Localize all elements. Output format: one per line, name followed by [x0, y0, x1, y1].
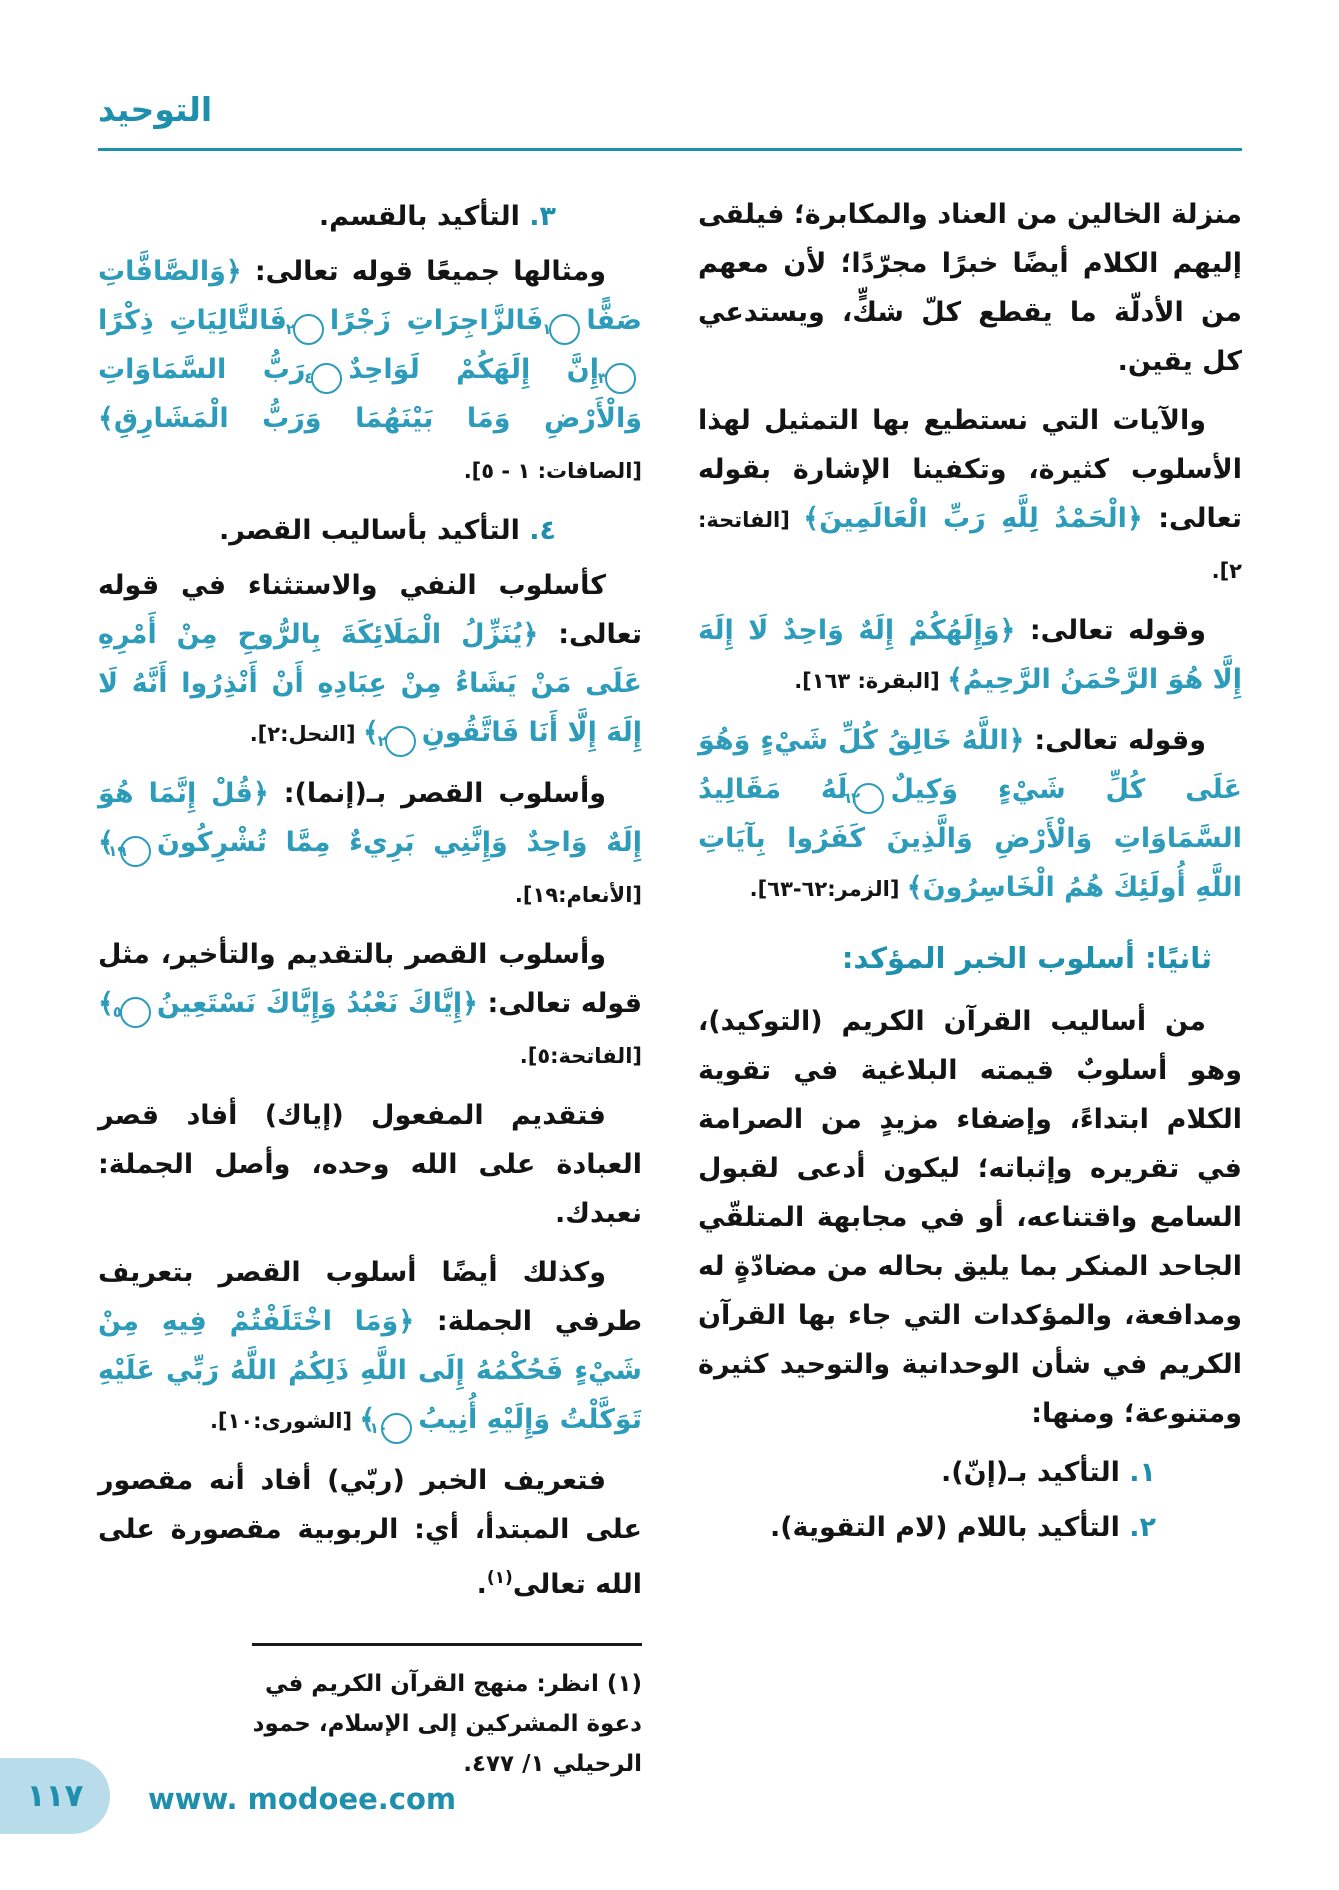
item-number: ١.	[1119, 1457, 1156, 1488]
header-rule	[98, 148, 1242, 151]
bold-text: التأكيد بـ(إنّ).	[940, 1457, 1120, 1488]
bold-text: التأكيد باللام (لام التقوية).	[769, 1512, 1120, 1543]
text-segment: ومثالها جميعًا قوله تعالى:	[241, 256, 606, 287]
text-segment: (١) انظر: منهج القرآن الكريم في دعوة المشركين إلى الإسلام، حمود الرحيلي ١/ ٤٧٧.	[252, 1671, 642, 1777]
paragraph-quote-zumar	[698, 716, 1242, 914]
page-header-title: التوحيد	[98, 90, 213, 129]
quran-segment: فَالزَّاجِرَاتِ زَجْرًا	[329, 305, 544, 336]
list-item-3	[98, 192, 642, 241]
text-segment: وقوله تعالى:	[1024, 725, 1206, 756]
item-number: ٢.	[1119, 1512, 1156, 1543]
quran-segment: ﴿اللَّهُ خَالِقُ كُلِّ شَيْءٍ وَهُوَ عَلَى كُلِّ شَيْءٍ وَكِيلٌ	[698, 725, 1242, 805]
paragraph-nahl	[98, 561, 642, 759]
ayah-marker: ٣	[605, 363, 636, 394]
quran-segment: ﴾	[98, 827, 114, 858]
ayah-marker: ٥	[120, 997, 151, 1028]
paragraph-anam	[98, 769, 642, 920]
ayah-marker: ٦٢	[853, 783, 884, 814]
list-item-1	[698, 1448, 1242, 1497]
quran-segment: ﴿قُلْ إِنَّمَا هُوَ إِلَهٌ وَاحِدٌ وَإِنَّنِي بَرِيءٌ مِمَّا تُشْرِكُونَ	[98, 778, 642, 858]
paragraph-iyyaka	[98, 1091, 642, 1238]
text-segment: فتعريف الخبر (ربّي) أفاد أنه مقصور على المبتدأ، أي: الربوبية مقصورة على الله تعالى	[98, 1465, 642, 1600]
text-segment: من أساليب القرآن الكريم (التوكيد)، وهو أسلوبٌ قيمته البلاغية في تقوية الكلام ابتداءً، وإضفاء مزيدٍ من الصرامة في تقريره وإثباته؛ ليكون أدعى لقبول السامع واقتناعه، أو في مجابهة المتلقّي الجاحد المنكر بما يليق بحاله من مضادّةٍ له ومدافعة، والمؤكدات التي جاء بها القرآن الكريم في شأن الوحدانية والتوحيد كثيرة ومتنوعة؛ ومنها:	[698, 1006, 1242, 1429]
quran-segment: ﴿وَمَا اخْتَلَفْتُمْ فِيهِ مِنْ شَيْءٍ فَحُكْمُهُ إِلَى اللَّهِ ذَلِكُمُ اللَّهُ رَبِّي عَلَيْهِ تَوَكَّلْتُ وَإِلَيْهِ أُنِيبُ	[98, 1306, 642, 1435]
footnote-text	[218, 1664, 642, 1784]
paragraph-saffat	[98, 247, 642, 496]
page-content	[98, 190, 1242, 1784]
text-segment: وكذلك أيضًا أسلوب القصر بتعريف طرفي الجملة:	[98, 1257, 642, 1337]
paragraph-continuation	[698, 190, 1242, 386]
bold-text: التأكيد بأساليب القصر.	[218, 515, 520, 546]
footnote-marker: (١)	[486, 1568, 513, 1588]
text-segment: منزلة الخالين من العناد والمكابرة؛ فيلقى إليهم الكلام أيضًا خبرًا مجرّدًا؛ لأن معهم من الأدلّة ما يقطع كلّ شكٍّ، ويستدعي كل يقين.	[698, 199, 1242, 377]
page-number-pill	[0, 1758, 110, 1834]
text-segment: فتقديم المفعول (إياك) أفاد قصر العبادة على الله وحده، وأصل الجملة: نعبدك.	[98, 1100, 642, 1229]
verse-reference: [الصافات: ١ - ٥].	[463, 459, 642, 483]
quran-segment: ﴾	[362, 717, 379, 748]
quran-segment: ﴿وَالصَّافَّاتِ صَفًّا	[98, 256, 642, 336]
quran-segment: فَالتَّالِيَاتِ ذِكْرًا	[98, 305, 287, 336]
text-segment: .	[476, 1569, 487, 1600]
paragraph-quote-baqara	[698, 606, 1242, 706]
section-heading-second	[698, 934, 1242, 983]
website-url: www. modoee.com	[148, 1782, 457, 1816]
verse-reference: [الشورى:١٠].	[209, 1409, 360, 1433]
text-segment: وأسلوب القصر بـ(إنما):	[268, 778, 606, 809]
ayah-marker: ١٩	[120, 836, 151, 867]
item-number: ثانيًا: أسلوب الخبر المؤكد:	[841, 941, 1212, 975]
quran-segment: ﴿وَإِلَهُكُمْ إِلَهٌ وَاحِدٌ لَا إِلَهَ إِلَّا هُوَ الرَّحْمَنُ الرَّحِيمُ﴾	[698, 615, 1242, 695]
quran-segment: لَهُ مَقَالِيدُ السَّمَاوَاتِ وَالْأَرْضِ وَالَّذِينَ كَفَرُوا بِآيَاتِ اللَّهِ أُولَئِكَ هُمُ الْخَاسِرُونَ﴾	[698, 774, 1242, 903]
quran-segment: ﴿الْحَمْدُ لِلَّهِ رَبِّ الْعَالَمِينَ﴾	[803, 503, 1143, 534]
paragraph-shura	[98, 1248, 642, 1446]
text-segment: والآيات التي نستطيع بها التمثيل لهذا الأسلوب كثيرة، وتكفينا الإشارة بقوله تعالى:	[698, 405, 1242, 534]
quran-segment: ﴾	[98, 988, 114, 1019]
quran-segment: ﴿إِيَّاكَ نَعْبُدُ وَإِيَّاكَ نَسْتَعِينُ	[156, 988, 478, 1019]
footnote-separator	[252, 1643, 642, 1646]
item-number: ٤.	[519, 515, 556, 546]
quran-segment: إِنَّ إِلَهَكُمْ لَوَاحِدٌ	[348, 354, 599, 385]
ayah-marker: ١٠	[381, 1413, 412, 1444]
text-segment: وأسلوب القصر بالتقديم والتأخير، مثل قوله تعالى:	[98, 939, 642, 1019]
list-item-4	[98, 506, 642, 555]
paragraph-rabbi	[98, 1456, 642, 1609]
verse-reference: [الأنعام:١٩].	[514, 883, 642, 907]
verse-reference: [النحل:٢].	[249, 722, 363, 746]
item-number: ٣.	[519, 201, 556, 232]
ayah-marker: ٢	[385, 726, 416, 757]
verse-reference: [الزمر:٦٢-٦٣].	[749, 877, 907, 901]
text-segment: وقوله تعالى:	[1015, 615, 1206, 646]
list-item-2	[698, 1503, 1242, 1552]
quran-segment: رَبُّ السَّمَاوَاتِ وَالْأَرْضِ وَمَا بَيْنَهُمَا وَرَبُّ الْمَشَارِقِ﴾	[98, 354, 642, 434]
paragraph-fatiha	[98, 930, 642, 1081]
column-left	[98, 190, 642, 1784]
ayah-marker: ٤	[311, 363, 342, 394]
paragraph-ayat-intro	[698, 396, 1242, 596]
ayah-marker: ١	[549, 314, 580, 345]
quran-segment: ﴾	[359, 1404, 376, 1435]
verse-reference: [الفاتحة: ٢].	[698, 508, 1242, 583]
page-number: ١١٧	[26, 1778, 84, 1814]
text-segment: كأسلوب النفي والاستثناء في قوله تعالى:	[98, 570, 642, 650]
paragraph-tawkid-intro	[698, 997, 1242, 1438]
verse-reference: [الفاتحة:٥].	[519, 1044, 642, 1068]
quran-segment: ﴿يُنَزِّلُ الْمَلَائِكَةَ بِالرُّوحِ مِنْ أَمْرِهِ عَلَى مَنْ يَشَاءُ مِنْ عِبَادِهِ أَنْ أَنْذِرُوا أَنَّهُ لَا إِلَهَ إِلَّا أَنَا فَاتَّقُونِ	[98, 619, 642, 748]
ayah-marker: ٢	[293, 314, 324, 345]
column-right	[698, 190, 1242, 1784]
verse-reference: [البقرة: ١٦٣].	[794, 669, 948, 693]
bold-text: التأكيد بالقسم.	[318, 201, 520, 232]
